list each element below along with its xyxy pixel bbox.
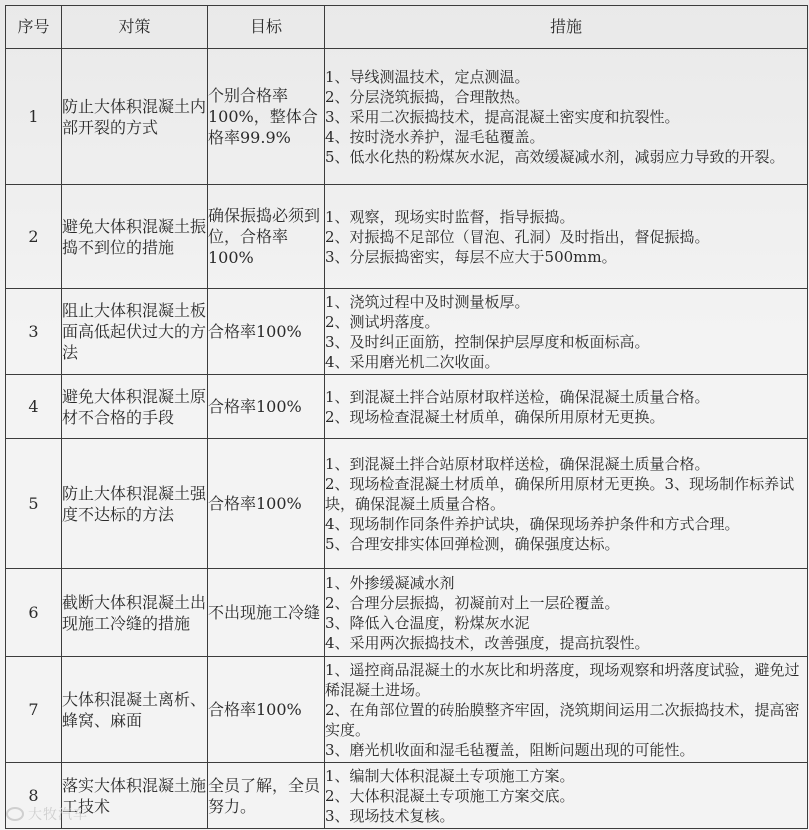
row-countermeasure: 截断大体积混凝土出现施工冷缝的措施 bbox=[62, 569, 208, 657]
measure-item: 1、导线测温技术，定点测温。 bbox=[325, 67, 530, 86]
row-countermeasure: 避免大体积混凝土原材不合格的手段 bbox=[62, 375, 208, 439]
row-measures bbox=[325, 763, 808, 829]
row-measures bbox=[325, 569, 808, 657]
table-row bbox=[6, 185, 808, 289]
row-countermeasure: 阻止大体积混凝土板面高低起伏过大的方法 bbox=[62, 289, 208, 375]
watermark-logo-icon bbox=[6, 807, 24, 821]
header-row bbox=[6, 6, 808, 49]
row-measures bbox=[325, 657, 808, 763]
row-countermeasure: 防止大体积混凝土内部开裂的方式 bbox=[62, 49, 208, 185]
row-target: 确保振捣必须到位，合格率100% bbox=[208, 185, 325, 289]
table-row bbox=[6, 49, 808, 185]
row-target: 全员了解，全员努力。 bbox=[208, 763, 325, 829]
header-target: 目标 bbox=[208, 6, 325, 49]
measure-item: 4、现场制作同条件养护试块，确保现场养护条件和方式合理。 bbox=[325, 514, 740, 533]
measure-item: 4、采用磨光机二次收面。 bbox=[325, 352, 500, 371]
measure-item: 5、低水化热的粉煤灰水泥，高效缓凝减水剂，减弱应力导致的开裂。 bbox=[325, 147, 785, 166]
header-countermeasure: 对策 bbox=[62, 6, 208, 49]
row-number: 1 bbox=[6, 49, 62, 185]
measure-item: 3、降低入仓温度，粉煤灰水泥 bbox=[325, 613, 530, 632]
measure-item: 2、大体积混凝土专项施工方案交底。 bbox=[325, 786, 575, 805]
row-countermeasure: 避免大体积混凝土振捣不到位的措施 bbox=[62, 185, 208, 289]
measure-item: 1、外掺缓凝减水剂 bbox=[325, 573, 455, 592]
row-target: 合格率100% bbox=[208, 375, 325, 439]
row-target: 不出现施工冷缝 bbox=[208, 569, 325, 657]
row-countermeasure: 大体积混凝土离析、蜂窝、麻面 bbox=[62, 657, 208, 763]
table-row bbox=[6, 569, 808, 657]
table-row bbox=[6, 763, 808, 829]
measure-item: 3、采用二次振捣技术，提高混凝土密实度和抗裂性。 bbox=[325, 107, 680, 126]
row-target: 合格率100% bbox=[208, 289, 325, 375]
measure-item: 2、在角部位置的砖胎膜整齐牢固，浇筑期间运用二次振捣技术，提高密实度。 bbox=[325, 700, 800, 739]
table-row bbox=[6, 289, 808, 375]
row-measures bbox=[325, 49, 808, 185]
measure-item: 1、到混凝土拌合站原材取样送检，确保混凝土质量合格。 bbox=[325, 454, 710, 473]
measure-item: 2、现场检查混凝土材质单，确保所用原材无更换。3、现场制作标养试块，确保混凝土质量合格。 bbox=[325, 474, 795, 513]
row-measures bbox=[325, 439, 808, 569]
table-row bbox=[6, 375, 808, 439]
row-number: 5 bbox=[6, 439, 62, 569]
measure-item: 2、测试坍落度。 bbox=[325, 312, 440, 331]
measure-item: 4、采用两次振捣技术，改善强度，提高抗裂性。 bbox=[325, 633, 650, 652]
measure-item: 2、对振捣不足部位（冒泡、孔洞）及时指出，督促振捣。 bbox=[325, 227, 710, 246]
measure-item: 3、现场技术复核。 bbox=[325, 806, 455, 825]
measure-item: 4、按时浇水养护，湿毛毡覆盖。 bbox=[325, 127, 545, 146]
watermark bbox=[6, 804, 88, 824]
measure-item: 5、合理安排实体回弹检测，确保强度达标。 bbox=[325, 534, 620, 553]
row-measures bbox=[325, 375, 808, 439]
watermark-text: 大牧汽车 bbox=[28, 807, 88, 823]
measure-item: 3、磨光机收面和湿毛毡覆盖，阻断问题出现的可能性。 bbox=[325, 740, 695, 759]
row-countermeasure: 落实大体积混凝土施工技术 bbox=[62, 763, 208, 829]
table-row bbox=[6, 439, 808, 569]
row-measures bbox=[325, 289, 808, 375]
measure-item: 1、遥控商品混凝土的水灰比和坍落度，现场观察和坍落度试验，避免过稀混凝土进场。 bbox=[325, 660, 800, 699]
measure-item: 1、到混凝土拌合站原材取样送检，确保混凝土质量合格。 bbox=[325, 387, 710, 406]
row-number: 8 bbox=[6, 763, 62, 829]
row-target: 个别合格率100%，整体合格率99.9% bbox=[208, 49, 325, 185]
measures-table bbox=[5, 5, 808, 829]
measure-item: 1、观察，现场实时监督，指导振捣。 bbox=[325, 207, 575, 226]
table-row bbox=[6, 657, 808, 763]
measure-item: 1、编制大体积混凝土专项施工方案。 bbox=[325, 766, 575, 785]
row-target: 合格率100% bbox=[208, 657, 325, 763]
header-no: 序号 bbox=[6, 6, 62, 49]
measure-item: 3、分层振捣密实，每层不应大于500mm。 bbox=[325, 247, 617, 266]
row-number: 4 bbox=[6, 375, 62, 439]
measure-item: 2、合理分层振捣，初凝前对上一层砼覆盖。 bbox=[325, 593, 620, 612]
row-number: 3 bbox=[6, 289, 62, 375]
row-countermeasure: 防止大体积混凝土强度不达标的方法 bbox=[62, 439, 208, 569]
measure-item: 2、分层浇筑振捣，合理散热。 bbox=[325, 87, 530, 106]
row-number: 6 bbox=[6, 569, 62, 657]
header-measures: 措施 bbox=[325, 6, 808, 49]
measure-item: 1、浇筑过程中及时测量板厚。 bbox=[325, 292, 530, 311]
measure-item: 2、现场检查混凝土材质单，确保所用原材无更换。 bbox=[325, 407, 665, 426]
row-number: 7 bbox=[6, 657, 62, 763]
row-measures bbox=[325, 185, 808, 289]
measure-item: 3、及时纠正面筋，控制保护层厚度和板面标高。 bbox=[325, 332, 650, 351]
row-number: 2 bbox=[6, 185, 62, 289]
row-target: 合格率100% bbox=[208, 439, 325, 569]
